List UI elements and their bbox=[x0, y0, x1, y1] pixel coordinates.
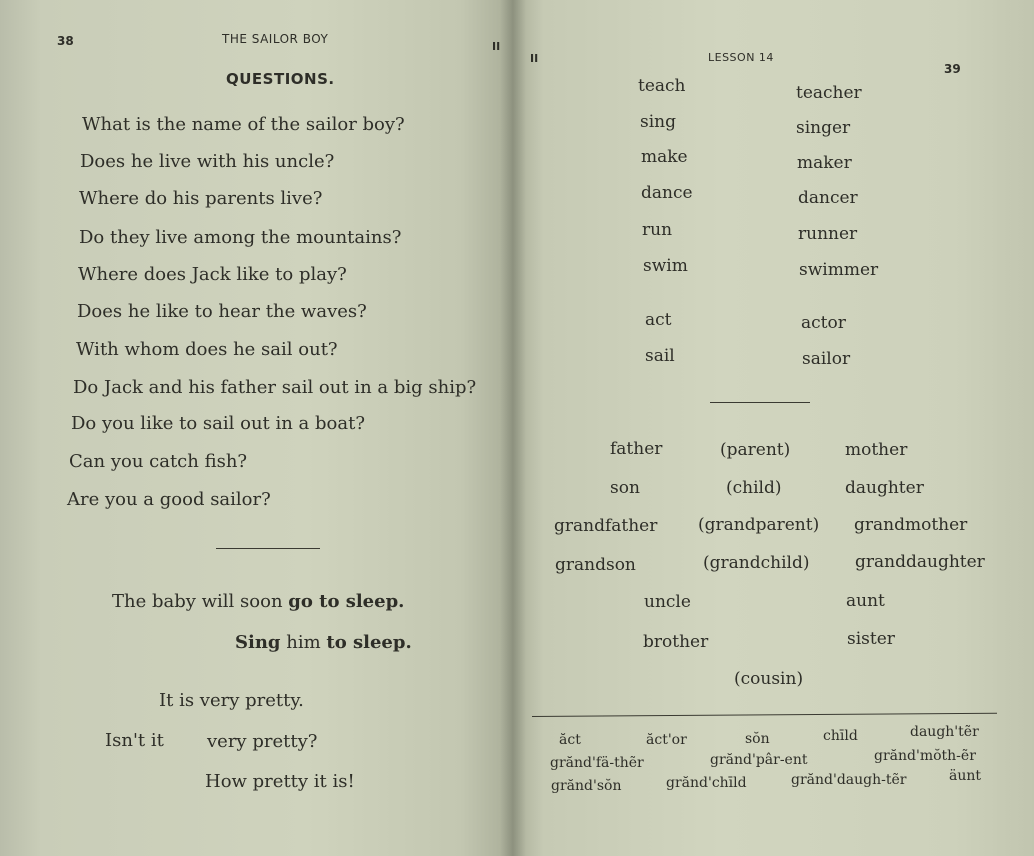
word-granddaughter: granddaughter bbox=[855, 552, 985, 572]
book-spine-shadow bbox=[500, 0, 526, 856]
sleep-line-1-emphasis: go to sleep. bbox=[288, 591, 405, 612]
word-father: father bbox=[610, 439, 663, 459]
pron-grandfather: grănd'fä-thẽr bbox=[550, 755, 644, 771]
pron-aunt: äunt bbox=[949, 768, 982, 784]
pron-granddaughter: grănd'daugh-tẽr bbox=[791, 772, 907, 788]
verb-run: run bbox=[642, 220, 673, 240]
page-number-right: 39 bbox=[944, 62, 961, 76]
question-4: Do they live among the mountains? bbox=[79, 227, 402, 248]
noun-singer: singer bbox=[796, 118, 851, 138]
pron-child: chīld bbox=[823, 728, 858, 744]
question-7: With whom does he sail out? bbox=[76, 339, 338, 360]
question-10: Can you catch fish? bbox=[69, 451, 248, 472]
noun-swimmer: swimmer bbox=[799, 260, 879, 280]
left-page bbox=[0, 0, 512, 856]
page-number-left: 38 bbox=[57, 34, 74, 48]
sleep-line-1-text: The baby will soon bbox=[112, 591, 289, 612]
word-brother: brother bbox=[643, 632, 709, 652]
word-sister: sister bbox=[847, 629, 895, 649]
word-grandchild: (grandchild) bbox=[703, 553, 810, 573]
right-page bbox=[512, 0, 1034, 856]
noun-actor: actor bbox=[801, 313, 846, 333]
sleep-line-1 bbox=[112, 591, 404, 612]
noun-maker: maker bbox=[797, 153, 852, 173]
questions-heading: QUESTIONS. bbox=[226, 70, 335, 88]
noun-runner: runner bbox=[798, 224, 858, 244]
verb-sail: sail bbox=[645, 346, 675, 366]
sleep-line-2 bbox=[235, 632, 412, 653]
pron-grandchild: grănd'chīld bbox=[666, 775, 747, 791]
word-grandparent: (grandparent) bbox=[698, 515, 820, 535]
sleep-line-2-text: him bbox=[280, 632, 327, 653]
word-cousin: (cousin) bbox=[734, 669, 804, 689]
verb-teach: teach bbox=[638, 76, 686, 96]
word-aunt: aunt bbox=[846, 591, 885, 611]
corner-mark-left: II bbox=[492, 40, 501, 53]
section-divider-right bbox=[710, 402, 810, 403]
pron-daughter: daugh'tẽr bbox=[910, 724, 979, 740]
pron-son: sŏn bbox=[745, 731, 770, 747]
running-head-left: THE SAILOR BOY bbox=[222, 32, 329, 46]
pron-grandparent: grănd'pâr-ent bbox=[710, 752, 808, 768]
verb-sing: sing bbox=[640, 112, 676, 132]
verb-swim: swim bbox=[643, 256, 688, 276]
pron-act: ăct bbox=[559, 732, 581, 748]
word-grandson: grandson bbox=[555, 555, 636, 575]
pron-grandmother: grănd'mŏth-ẽr bbox=[874, 748, 976, 764]
section-divider-left bbox=[216, 548, 320, 549]
sleep-line-2-emphasis-1: Sing bbox=[235, 632, 281, 653]
footnote-rule bbox=[532, 713, 997, 717]
question-9: Do you like to sail out in a boat? bbox=[71, 413, 365, 434]
word-mother: mother bbox=[845, 440, 908, 460]
pron-actor: ăct'or bbox=[646, 732, 687, 748]
sleep-line-2-emphasis-2: to sleep. bbox=[326, 632, 412, 653]
pron-grandson: grănd'sŏn bbox=[551, 778, 622, 794]
noun-dancer: dancer bbox=[798, 188, 858, 208]
question-6: Does he like to hear the waves? bbox=[77, 301, 367, 322]
word-child: (child) bbox=[726, 478, 782, 498]
word-daughter: daughter bbox=[845, 478, 924, 498]
word-parent: (parent) bbox=[720, 440, 791, 460]
word-son: son bbox=[610, 478, 640, 498]
running-head-right: LESSON 14 bbox=[708, 51, 774, 64]
question-1: What is the name of the sailor boy? bbox=[82, 114, 405, 135]
question-3: Where do his parents live? bbox=[79, 188, 323, 209]
pretty-line-2a: Isn't it bbox=[105, 730, 164, 751]
noun-teacher: teacher bbox=[796, 83, 862, 103]
word-uncle: uncle bbox=[644, 592, 691, 612]
question-5: Where does Jack like to play? bbox=[78, 264, 347, 285]
pretty-line-2b: very pretty? bbox=[207, 731, 318, 752]
corner-mark-right: II bbox=[530, 52, 539, 65]
question-11: Are you a good sailor? bbox=[67, 489, 271, 510]
verb-make: make bbox=[641, 147, 688, 167]
verb-dance: dance bbox=[641, 183, 693, 203]
word-grandfather: grandfather bbox=[554, 516, 658, 536]
verb-act: act bbox=[645, 310, 672, 330]
pretty-line-3: How pretty it is! bbox=[205, 771, 355, 792]
question-2: Does he live with his uncle? bbox=[80, 151, 335, 172]
pretty-line-1: It is very pretty. bbox=[159, 690, 304, 711]
word-grandmother: grandmother bbox=[854, 515, 968, 535]
question-8: Do Jack and his father sail out in a big ship? bbox=[73, 377, 477, 398]
noun-sailor: sailor bbox=[802, 349, 851, 369]
